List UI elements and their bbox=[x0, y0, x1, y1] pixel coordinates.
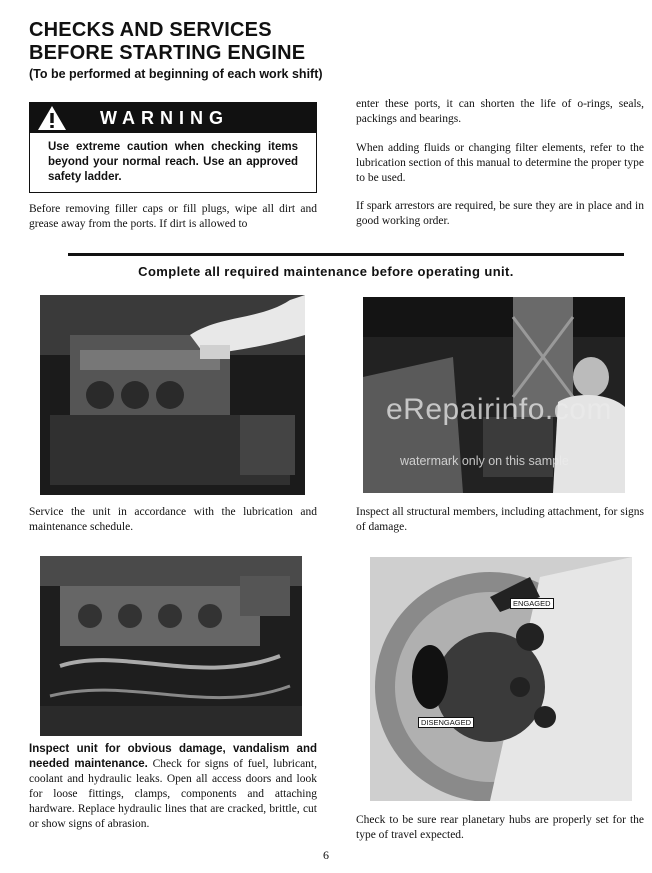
right-paragraph-3: If spark arrestors are required, be sure they are in place and in good working order. bbox=[356, 200, 644, 227]
page-subtitle: (To be performed at beginning of each work shift) bbox=[29, 67, 323, 81]
right-paragraph-2: When adding fluids or changing filter elements, refer to the lubrication section of this manual to determine the proper type to be used. bbox=[356, 142, 644, 184]
page-number: 6 bbox=[323, 848, 329, 862]
title-line-2: BEFORE STARTING ENGINE bbox=[29, 42, 306, 64]
watermark-site: eRepairinfo.com bbox=[386, 393, 612, 426]
photo-engine-detail bbox=[40, 556, 302, 736]
photo-engine-service bbox=[40, 295, 305, 495]
warning-label: WARNING bbox=[100, 107, 229, 128]
title-line-1: CHECKS AND SERVICES bbox=[29, 19, 272, 41]
caption-photo-1: Service the unit in accordance with the lubrication and maintenance schedule. bbox=[29, 506, 317, 533]
caption-photo-3 bbox=[29, 742, 317, 832]
caption-photo-4: Check to be sure rear planetary hubs are properly set for the type of travel expected. bbox=[356, 814, 644, 841]
warning-header bbox=[30, 103, 316, 133]
page-title bbox=[29, 19, 305, 65]
caption-photo-3-bold: Inspect unit for obvious damage, vandalism and needed maintenance. bbox=[29, 743, 317, 770]
left-column-text: Before removing filler caps or fill plugs, wipe all dirt and grease away from the ports. If dirt is allowed to bbox=[29, 203, 317, 230]
right-paragraph-1: enter these ports, it can shorten the life of o-rings, seals, packings and bearings. bbox=[356, 98, 644, 125]
exclamation-triangle-icon bbox=[30, 103, 74, 133]
warning-box bbox=[29, 102, 317, 193]
photo-planetary-hub bbox=[370, 557, 632, 801]
watermark-note: watermark only on this sample bbox=[400, 454, 569, 468]
caption-photo-3-rest: Check for signs of fuel, lubricant, coolant and hydraulic leaks. Open all access doors and look for loose fittings, clamps, components and attaching hardware. Replace hydraulic lines that are cracked, brittle, cut or show signs of abrasion. bbox=[29, 758, 317, 830]
caption-photo-2: Inspect all structural members, including attachment, for signs of damage. bbox=[356, 506, 644, 533]
hub-disengaged-label: DISENGAGED bbox=[418, 717, 474, 728]
maintenance-banner: Complete all required maintenance before operating unit. bbox=[138, 264, 514, 279]
hub-engaged-label: ENGAGED bbox=[510, 598, 554, 609]
section-divider bbox=[68, 253, 624, 256]
warning-text: Use extreme caution when checking items beyond your normal reach. Use an approved safety ladder. bbox=[48, 141, 298, 183]
